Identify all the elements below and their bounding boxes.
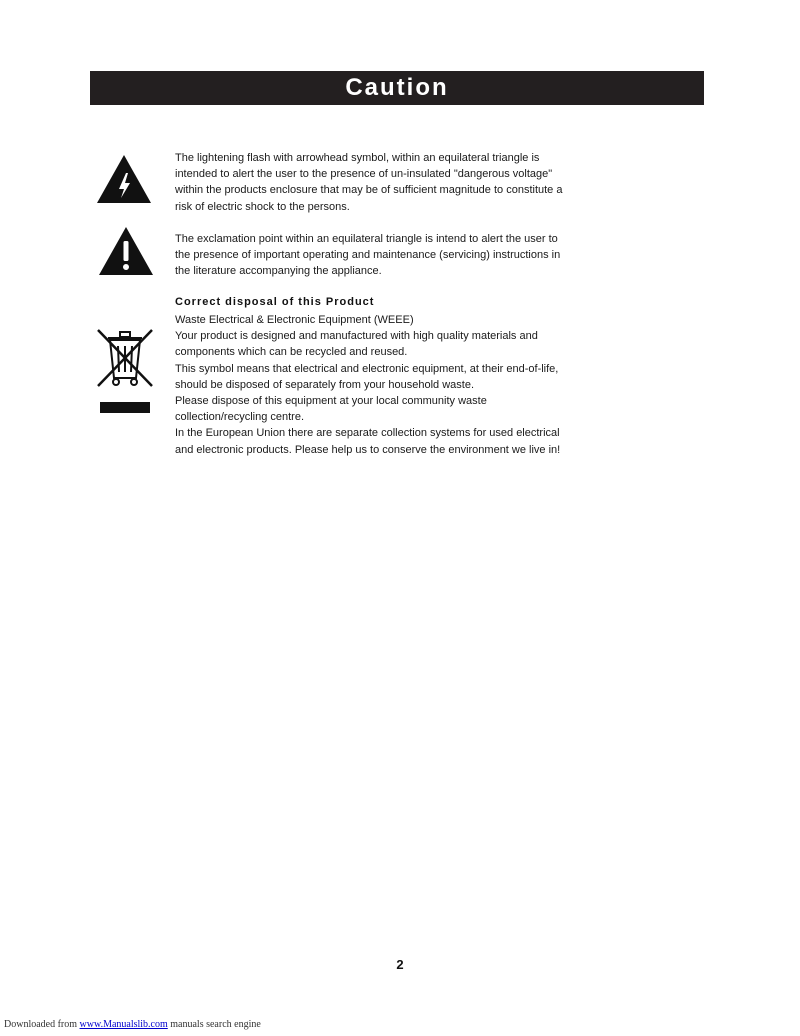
download-footer: [4, 1019, 261, 1030]
lightning-warning-text: The lightening flash with arrowhead symbol, within an equilateral triangle is intended to alert the user to the presence of un-insulated "dangerous voltage" within the products enclosure that may be of sufficient magnitude to constitute a risk of electric shock to the persons.: [175, 152, 563, 213]
exclamation-warning-text: The exclamation point within an equilateral triangle is intend to alert the user to the presence of important operating and maintenance (servicing) instructions in the literature accompanying the appliance.: [175, 233, 561, 278]
disposal-heading: Correct disposal of this Product: [175, 296, 375, 308]
crossed-out-bin-icon: [94, 326, 158, 418]
page-number: 2: [396, 957, 404, 972]
disposal-text: Waste Electrical & Electronic Equipment (WEEE) Your product is designed and manufactured with high quality materials and components which can be recycled and reused. This symbol means that electrical and electronic equipment, at their end-of-life, should be disposed of separately from your household waste. Please dispose of this equipment at your local community waste collection/recycling centre. In the European Union there are separate collection systems for used electrical and electronic products. Please help us to conserve the environment we live in!: [175, 314, 561, 456]
caution-header-bar: [90, 71, 704, 105]
footer-suffix: manuals search engine: [167, 1019, 261, 1030]
footer-prefix: Downloaded from: [4, 1019, 80, 1030]
exclamation-triangle-icon: [98, 226, 154, 276]
manualslib-link[interactable]: www.Manualslib.com: [79, 1019, 168, 1030]
lightning-triangle-icon: [96, 154, 152, 204]
page-title: Caution: [345, 74, 449, 101]
